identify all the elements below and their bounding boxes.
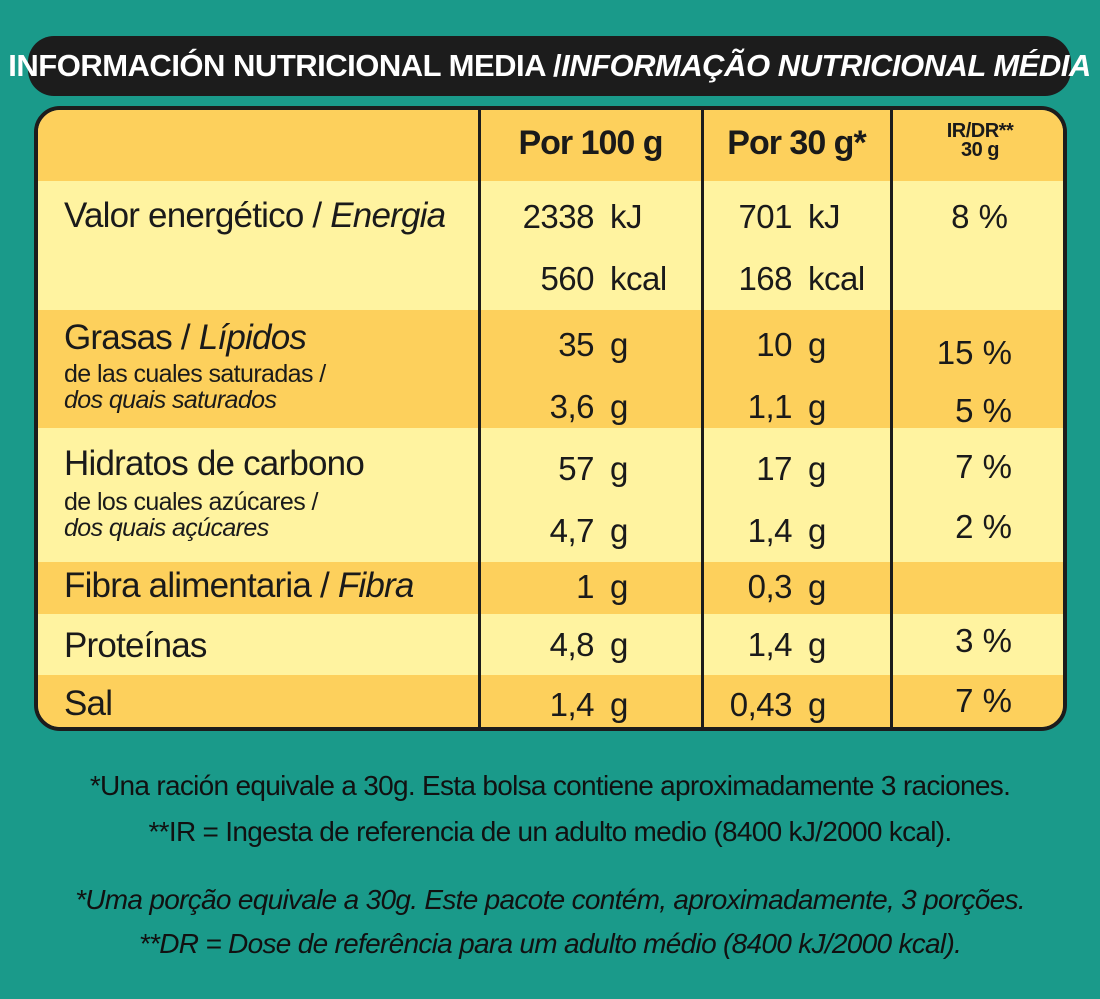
footnote-es-reference: **IR = Ingesta de referencia de un adulto medio (8400 kJ/2000 kcal). xyxy=(148,816,952,847)
energy-kcal-unit-100: kcal xyxy=(610,260,667,297)
energy-kcal-100: 560 xyxy=(540,260,594,297)
footnote-pt-serving: *Uma porção equivale a 30g. Este pacote contém, aproximadamente, 3 porções. xyxy=(75,884,1025,915)
footnote-es-serving: *Una ración equivale a 30g. Esta bolsa contiene aproximadamente 3 raciones. xyxy=(89,770,1011,801)
col-header-ir-line2: 30 g xyxy=(960,139,1000,161)
sugars-30: 1,4 xyxy=(747,512,792,549)
fat-label: Grasas / Lípidos xyxy=(64,318,307,357)
fat-30: 10 xyxy=(756,326,792,363)
carbs-label: Hidratos de carbono xyxy=(64,444,364,483)
saturated-100: 3,6 xyxy=(549,388,594,425)
fat-unit-30: g xyxy=(808,326,826,363)
column-divider xyxy=(890,110,893,727)
fiber-label: Fibra alimentaria / Fibra xyxy=(64,566,414,605)
title-pt: INFORMAÇÃO NUTRICIONAL MÉDIA xyxy=(561,48,1091,83)
col-header-ir-line1: IR/DR** xyxy=(946,120,1014,142)
protein-pct: 3 % xyxy=(955,622,1012,659)
salt-label: Sal xyxy=(64,684,113,723)
protein-100: 4,8 xyxy=(549,626,594,663)
energy-kj-30: 701 xyxy=(738,198,792,235)
protein-30: 1,4 xyxy=(747,626,792,663)
nutrition-table xyxy=(34,106,1067,731)
saturated-pct: 5 % xyxy=(955,392,1012,429)
salt-unit-100: g xyxy=(610,686,628,723)
energy-kj-unit-30: kJ xyxy=(808,198,840,235)
fat-unit-100: g xyxy=(610,326,628,363)
col-header-ir xyxy=(893,122,1067,160)
salt-pct: 7 % xyxy=(955,682,1012,719)
title-es: INFORMACIÓN NUTRICIONAL MEDIA / xyxy=(8,48,562,83)
saturated-unit-30: g xyxy=(808,388,826,425)
carbs-100: 57 xyxy=(558,450,594,487)
carbs-sub-label-es: de los cuales azúcares / xyxy=(64,488,318,516)
fiber-30: 0,3 xyxy=(747,568,792,605)
carbs-sub-label-pt: dos quais açúcares xyxy=(64,514,269,542)
sugars-unit-100: g xyxy=(610,512,628,549)
carbs-pct: 7 % xyxy=(955,448,1012,485)
saturated-unit-100: g xyxy=(610,388,628,425)
fiber-unit-30: g xyxy=(808,568,826,605)
energy-kcal-unit-30: kcal xyxy=(808,260,865,297)
energy-kj-100: 2338 xyxy=(522,198,594,235)
table-title xyxy=(8,36,1091,96)
fat-pct: 15 % xyxy=(936,334,1012,371)
column-divider xyxy=(478,110,481,727)
carbs-unit-100: g xyxy=(610,450,628,487)
fat-sub-label-es: de las cuales saturadas / xyxy=(64,360,326,388)
energy-pct: 8 % xyxy=(951,198,1008,235)
fat-sub-label-pt: dos quais saturados xyxy=(64,386,277,414)
fiber-100: 1 xyxy=(576,568,594,605)
salt-unit-30: g xyxy=(808,686,826,723)
sugars-100: 4,7 xyxy=(549,512,594,549)
sugars-pct: 2 % xyxy=(955,508,1012,545)
energy-label: Valor energético / Energia xyxy=(64,196,446,235)
carbs-unit-30: g xyxy=(808,450,826,487)
fiber-unit-100: g xyxy=(610,568,628,605)
fat-100: 35 xyxy=(558,326,594,363)
saturated-30: 1,1 xyxy=(747,388,792,425)
protein-label: Proteínas xyxy=(64,626,207,665)
sugars-unit-30: g xyxy=(808,512,826,549)
salt-100: 1,4 xyxy=(549,686,594,723)
col-header-per30: Por 30 g* xyxy=(727,124,866,162)
energy-kj-unit-100: kJ xyxy=(610,198,642,235)
footnote-pt-reference: **DR = Dose de referência para um adulto médio (8400 kJ/2000 kcal). xyxy=(138,928,962,959)
energy-kcal-30: 168 xyxy=(738,260,792,297)
col-header-per100: Por 100 g xyxy=(518,124,663,162)
protein-unit-30: g xyxy=(808,626,826,663)
salt-30: 0,43 xyxy=(729,686,792,723)
carbs-30: 17 xyxy=(756,450,792,487)
protein-unit-100: g xyxy=(610,626,628,663)
